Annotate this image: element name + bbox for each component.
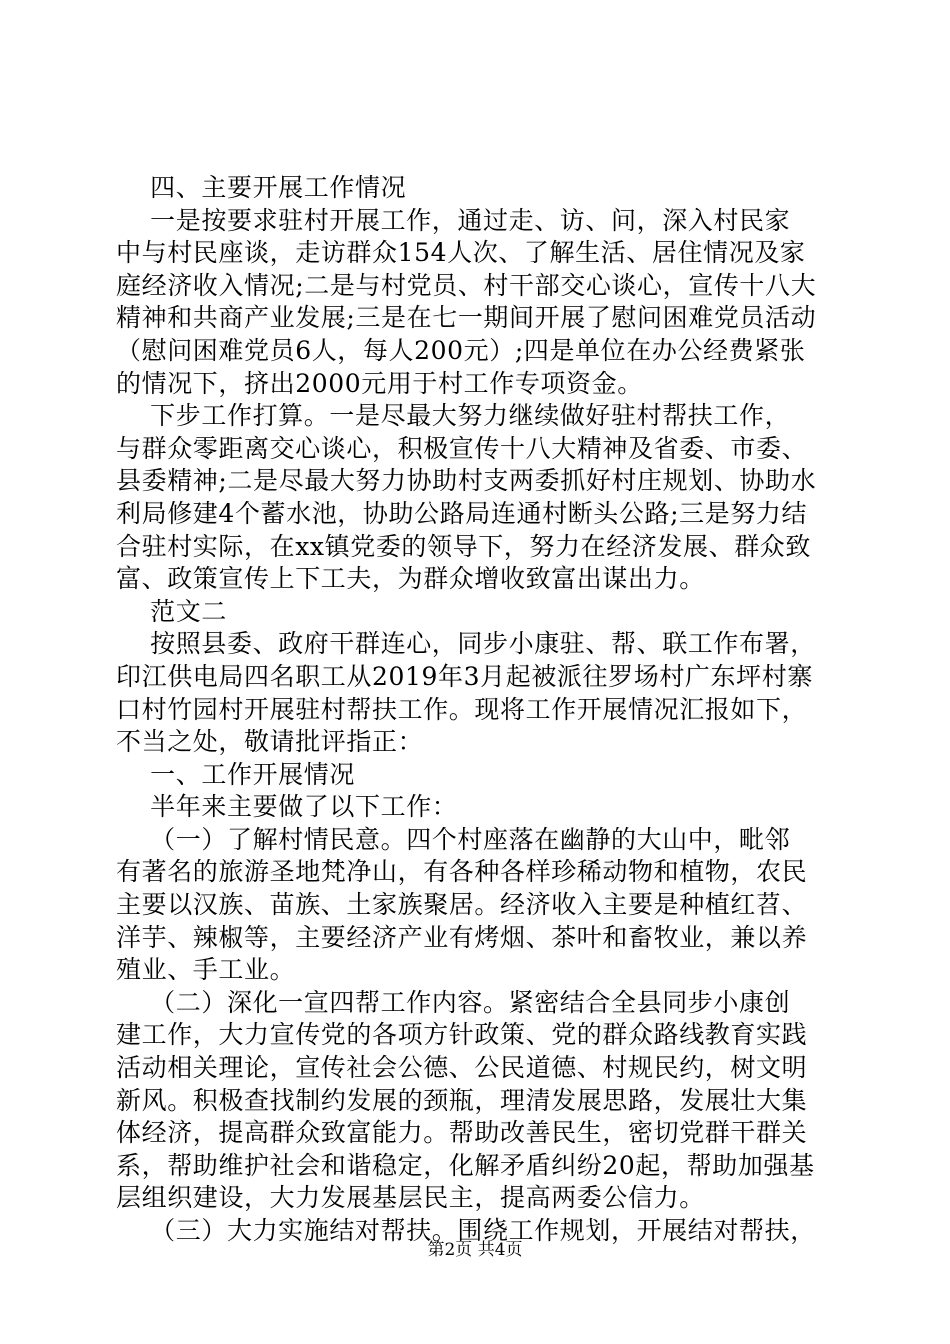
text-line: 新风。积极查找制约发展的颈瓶，理清发展思路，发展壮大集 xyxy=(116,1085,808,1115)
text-line: 活动相关理论，宣传社会公德、公民道德、村规民约，树文明 xyxy=(116,1053,808,1083)
text-line: 中与村民座谈，走访群众154人次、了解生活、居住情况及家 xyxy=(116,238,806,268)
text-line: 半年来主要做了以下工作： xyxy=(116,792,458,822)
text-line: 按照县委、政府干群连心，同步小康驻、帮、联工作布署， xyxy=(116,629,816,659)
text-line: 有著名的旅游圣地梵净山，有各种各样珍稀动物和植物，农民 xyxy=(116,857,808,887)
text-line: 层组织建设，大力发展基层民主，提高两委公信力。 xyxy=(116,1183,705,1213)
text-line: 的情况下，挤出2000元用于村工作专项资金。 xyxy=(116,368,643,398)
text-line: （慰问困难党员6人，每人200元）;四是单位在办公经费紧张 xyxy=(116,335,806,365)
text-line: 建工作，大力宣传党的各项方针政策、党的群众路线教育实践 xyxy=(116,1020,808,1050)
text-line: 一是按要求驻村开展工作，通过走、访、问，深入村民家 xyxy=(116,205,791,235)
text-line: （一）了解村情民意。四个村座落在幽静的大山中，毗邻 xyxy=(116,824,791,854)
text-line: 口村竹园村开展驻村帮扶工作。现将工作开展情况汇报如下， xyxy=(116,694,808,724)
document-body xyxy=(116,172,838,1248)
text-line: 主要以汉族、苗族、土家族聚居。经济收入主要是种植红苕、 xyxy=(116,890,808,920)
text-line: 利局修建4个蓄水池，协助公路局连通村断头公路;三是努力结 xyxy=(116,498,808,528)
text-line: 四、主要开展工作情况 xyxy=(116,173,407,202)
text-line: 殖业、手工业。 xyxy=(116,955,296,985)
text-line: （三）大力实施结对帮扶。围绕工作规划，开展结对帮扶， xyxy=(116,1216,816,1245)
text-line: 范文二 xyxy=(116,596,227,626)
text-line: 不当之处，敬请批评指正： xyxy=(116,727,424,757)
text-line: 印江供电局四名职工从2019年3月起被派往罗场村广东坪村寨 xyxy=(116,661,813,691)
text-line: 洋芋、辣椒等，主要经济产业有烤烟、茶叶和畜牧业，兼以养 xyxy=(116,922,808,952)
text-line: 与群众零距离交心谈心，积极宣传十八大精神及省委、市委、 xyxy=(116,433,808,463)
text-line: 县委精神;二是尽最大努力协助村支两委抓好村庄规划、协助水 xyxy=(116,466,817,496)
text-line: 精神和共商产业发展;三是在七一期间开展了慰问困难党员活动 xyxy=(116,303,817,333)
text-line: 体经济，提高群众致富能力。帮助改善民生，密切党群干群关 xyxy=(116,1118,808,1148)
text-line: 系，帮助维护社会和谐稳定，化解矛盾纠纷20起，帮助加强基 xyxy=(116,1150,815,1180)
page-number-footer: 第2页 共4页 xyxy=(427,1240,523,1260)
text-line: 富、政策宣传上下工夫，为群众增收致富出谋出力。 xyxy=(116,564,705,594)
text-line: 庭经济收入情况;二是与村党员、村干部交心谈心，宣传十八大 xyxy=(116,270,817,300)
text-line: 合驻村实际，在xx镇党委的领导下，努力在经济发展、群众致 xyxy=(116,531,812,561)
text-line: （二）深化一宣四帮工作内容。紧密结合全县同步小康创 xyxy=(116,987,791,1017)
text-line: 下步工作打算。一是尽最大努力继续做好驻村帮扶工作， xyxy=(116,401,791,431)
text-line: 一、工作开展情况 xyxy=(116,759,355,789)
